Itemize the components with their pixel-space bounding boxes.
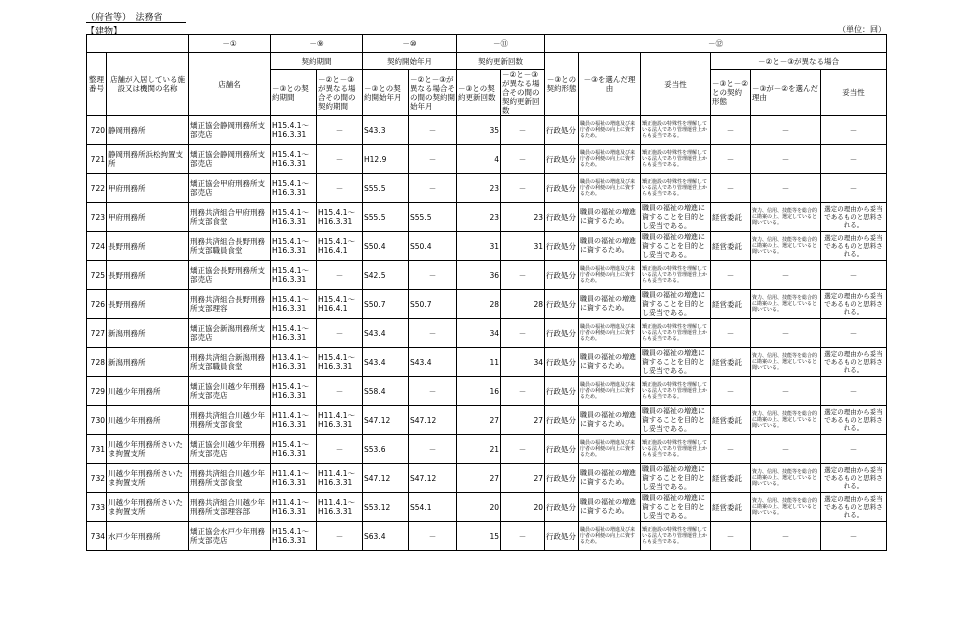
ministry-underline: [86, 22, 186, 23]
cell-renew2: －: [501, 522, 545, 551]
cell-form: 行政処分: [545, 435, 579, 464]
header-c12b: －③を選んだ理由: [579, 53, 641, 116]
cell-period2: －: [317, 145, 363, 174]
cell-start2: S50.4: [409, 232, 457, 261]
unit-label: （単位：回）: [838, 25, 886, 34]
cell-form2: 経営委託: [711, 348, 751, 377]
cell-reason: 職員の福祉の増進及び来庁者の利便の向上に資するため。: [579, 435, 641, 464]
table-row: [87, 319, 887, 348]
cell-facility: 川越少年刑務所: [107, 406, 189, 435]
cell-period: H13.4.1～H16.3.31: [271, 348, 317, 377]
cell-renew2: 28: [501, 290, 545, 319]
header-c9b: －②と－③が異なる場合その間の契約期間: [317, 70, 363, 116]
category-label: 【建物】: [86, 27, 123, 37]
cell-form: 行政処分: [545, 522, 579, 551]
cell-period: H15.4.1～H16.3.31: [271, 174, 317, 203]
table-row: [87, 116, 887, 145]
cell-no: 728: [87, 348, 107, 377]
cell-no: 730: [87, 406, 107, 435]
cell-valid2: 選定の理由から妥当であるものと思料される。: [821, 493, 887, 522]
cell-reason: 職員の福祉の増進及び来庁者の利便の向上に資するため。: [579, 116, 641, 145]
cell-start: S43.3: [363, 116, 409, 145]
cell-valid: 矯正施設の特殊性を理解している法人であり管理運営上からも妥当である。: [641, 319, 711, 348]
header-row-sections: [87, 53, 887, 70]
cell-start: S53.6: [363, 435, 409, 464]
cell-form2: 経営委託: [711, 464, 751, 493]
cell-form2: 経営委託: [711, 290, 751, 319]
cell-form2: 経営委託: [711, 406, 751, 435]
header-row-groups: [87, 35, 887, 53]
cell-renew2: －: [501, 435, 545, 464]
cell-renew: 27: [457, 464, 501, 493]
cell-facility: 川越少年刑務所さいたま拘置支所: [107, 493, 189, 522]
cell-form2: 経営委託: [711, 232, 751, 261]
cell-facility: 水戸少年刑務所: [107, 522, 189, 551]
cell-valid2: 選定の理由から妥当であるものと思料される。: [821, 290, 887, 319]
cell-valid: 職員の福祉の増進に資することを目的とし妥当である。: [641, 348, 711, 377]
cell-form2: －: [711, 435, 751, 464]
header-group-12: －⑫: [545, 35, 887, 53]
cell-start2: S55.5: [409, 203, 457, 232]
cell-store: 矯正協会甲府刑務所支部売店: [189, 174, 271, 203]
cell-start2: S50.7: [409, 290, 457, 319]
cell-reason2: －: [751, 174, 821, 203]
header-diff: －②と－③が異なる場合: [711, 53, 887, 70]
cell-start: S50.7: [363, 290, 409, 319]
cell-start: S53.12: [363, 493, 409, 522]
header-contract-start: 契約開始年月: [363, 53, 457, 70]
cell-start2: S54.1: [409, 493, 457, 522]
cell-facility: 甲府刑務所: [107, 203, 189, 232]
cell-start2: S47.12: [409, 406, 457, 435]
cell-form: 行政処分: [545, 290, 579, 319]
cell-renew: 27: [457, 406, 501, 435]
header-c12e: －③が－②を選んだ理由: [751, 70, 821, 116]
cell-store: 矯正協会水戸少年刑務所支部売店: [189, 522, 271, 551]
cell-reason: 職員の福祉の増進及び来庁者の利便の向上に資するため。: [579, 522, 641, 551]
table-row: [87, 435, 887, 464]
cell-period2: －: [317, 377, 363, 406]
table-row: [87, 203, 887, 232]
cell-form: 行政処分: [545, 464, 579, 493]
cell-renew: 16: [457, 377, 501, 406]
cell-valid: 矯正施設の特殊性を理解している法人であり管理運営上からも妥当である。: [641, 435, 711, 464]
cell-store: 矯正協会新潟刑務所支部売店: [189, 319, 271, 348]
cell-store: 矯正協会長野刑務所支部売店: [189, 261, 271, 290]
table-row: [87, 493, 887, 522]
cell-form2: 経営委託: [711, 203, 751, 232]
cell-valid2: －: [821, 145, 887, 174]
cell-reason2: －: [751, 261, 821, 290]
cell-start: S47.12: [363, 464, 409, 493]
cell-renew2: －: [501, 174, 545, 203]
header-c10a: －③との契約開始年月: [363, 70, 409, 116]
table-row: [87, 406, 887, 435]
header-blank: [87, 35, 189, 53]
cell-valid2: －: [821, 319, 887, 348]
cell-form: 行政処分: [545, 203, 579, 232]
cell-facility: 川越少年刑務所さいたま拘置支所: [107, 464, 189, 493]
cell-start2: －: [409, 435, 457, 464]
cell-valid2: 選定の理由から妥当であるものと思料される。: [821, 406, 887, 435]
cell-period: H11.4.1～H16.3.31: [271, 464, 317, 493]
cell-form: 行政処分: [545, 406, 579, 435]
cell-no: 729: [87, 377, 107, 406]
cell-facility: 新潟刑務所: [107, 348, 189, 377]
cell-store: 矯正協会川越少年刑務所支部売店: [189, 377, 271, 406]
cell-start2: －: [409, 319, 457, 348]
cell-valid2: 選定の理由から妥当であるものと思料される。: [821, 348, 887, 377]
cell-store: 矯正協会川越少年刑務所支部売店: [189, 435, 271, 464]
cell-reason: 職員の福祉の増進に資するため。: [579, 203, 641, 232]
cell-form2: －: [711, 522, 751, 551]
cell-no: 726: [87, 290, 107, 319]
cell-form: 行政処分: [545, 377, 579, 406]
cell-start: S43.4: [363, 348, 409, 377]
table-body: [87, 116, 887, 551]
cell-renew2: 20: [501, 493, 545, 522]
cell-form: 行政処分: [545, 493, 579, 522]
cell-start2: －: [409, 174, 457, 203]
cell-start: S55.5: [363, 174, 409, 203]
cell-store: 刑務共済組合川越少年刑務所支部食堂: [189, 464, 271, 493]
cell-renew: 15: [457, 522, 501, 551]
cell-form: 行政処分: [545, 261, 579, 290]
header-group-1: －①: [189, 35, 271, 53]
cell-start2: S47.12: [409, 464, 457, 493]
cell-form: 行政処分: [545, 232, 579, 261]
cell-renew: 20: [457, 493, 501, 522]
cell-facility: 長野刑務所: [107, 261, 189, 290]
header-c12c: 妥当性: [641, 53, 711, 116]
cell-form2: －: [711, 261, 751, 290]
cell-period2: H11.4.1～H16.3.31: [317, 493, 363, 522]
table-row: [87, 464, 887, 493]
header-group-11: －⑪: [457, 35, 545, 53]
cell-start: S55.5: [363, 203, 409, 232]
cell-renew: 35: [457, 116, 501, 145]
cell-start: S47.12: [363, 406, 409, 435]
cell-renew2: 27: [501, 464, 545, 493]
cell-start: S58.4: [363, 377, 409, 406]
cell-period2: H11.4.1～H16.3.31: [317, 464, 363, 493]
cell-reason: 職員の福祉の増進に資するため。: [579, 348, 641, 377]
cell-form: 行政処分: [545, 319, 579, 348]
cell-reason2: 資力、信用、技能等を総合的に勘案の上、選定していると聞いている。: [751, 493, 821, 522]
header-store-name: 店舗名: [189, 53, 271, 116]
cell-store: 刑務共済組合新潟刑務所支部職員食堂: [189, 348, 271, 377]
table-row: [87, 232, 887, 261]
cell-valid2: －: [821, 522, 887, 551]
cell-no: 721: [87, 145, 107, 174]
cell-renew2: －: [501, 377, 545, 406]
cell-period2: －: [317, 116, 363, 145]
header-c11a: －③との契約更新回数: [457, 70, 501, 116]
cell-reason: 職員の福祉の増進及び来庁者の利便の向上に資するため。: [579, 261, 641, 290]
header-c11b: －②と－③が異なる場合その間の契約更新回数: [501, 70, 545, 116]
cell-start2: －: [409, 261, 457, 290]
cell-start2: －: [409, 377, 457, 406]
cell-start2: －: [409, 145, 457, 174]
table-row: [87, 174, 887, 203]
cell-start: S50.4: [363, 232, 409, 261]
cell-form: 行政処分: [545, 348, 579, 377]
cell-reason: 職員の福祉の増進に資するため。: [579, 290, 641, 319]
cell-period: H15.4.1～H16.3.31: [271, 377, 317, 406]
cell-valid2: 選定の理由から妥当であるものと思料される。: [821, 464, 887, 493]
cell-reason2: －: [751, 145, 821, 174]
cell-reason2: －: [751, 116, 821, 145]
cell-period: H15.4.1～H16.3.31: [271, 261, 317, 290]
cell-no: 727: [87, 319, 107, 348]
cell-renew2: －: [501, 145, 545, 174]
cell-renew2: 31: [501, 232, 545, 261]
cell-period: H15.4.1～H16.3.31: [271, 435, 317, 464]
table-row: [87, 377, 887, 406]
cell-form2: －: [711, 116, 751, 145]
header-facility: 店舗が入居している施設又は機関の名称: [107, 53, 189, 116]
cell-start: S43.4: [363, 319, 409, 348]
cell-no: 720: [87, 116, 107, 145]
cell-renew2: －: [501, 319, 545, 348]
cell-store: 刑務共済組合長野刑務所支部理容: [189, 290, 271, 319]
cell-start: H12.9: [363, 145, 409, 174]
cell-valid2: －: [821, 261, 887, 290]
cell-period: H15.4.1～H16.3.31: [271, 145, 317, 174]
table-row: [87, 290, 887, 319]
cell-period2: －: [317, 522, 363, 551]
cell-renew: 36: [457, 261, 501, 290]
cell-period2: －: [317, 261, 363, 290]
cell-reason2: 資力、信用、技能等を総合的に勘案の上、選定していると聞いている。: [751, 348, 821, 377]
cell-valid: 職員の福祉の増進に資することを目的とし妥当である。: [641, 232, 711, 261]
header-c12d: －③と－②との契約形態: [711, 70, 751, 116]
cell-valid2: －: [821, 377, 887, 406]
cell-renew: 11: [457, 348, 501, 377]
cell-no: 725: [87, 261, 107, 290]
cell-valid: 矯正施設の特殊性を理解している法人であり管理運営上からも妥当である。: [641, 145, 711, 174]
table-row: [87, 261, 887, 290]
header-c12a: －③との契約形態: [545, 53, 579, 116]
cell-period: H15.4.1～H16.3.31: [271, 319, 317, 348]
cell-period: H15.4.1～H16.3.31: [271, 522, 317, 551]
cell-form2: －: [711, 377, 751, 406]
cell-reason2: 資力、信用、技能等を総合的に勘案の上、選定していると聞いている。: [751, 406, 821, 435]
cell-reason2: －: [751, 377, 821, 406]
table-row: [87, 145, 887, 174]
cell-no: 732: [87, 464, 107, 493]
table-row: [87, 348, 887, 377]
cell-period: H15.4.1～H16.3.31: [271, 290, 317, 319]
cell-period: H11.4.1～H16.3.31: [271, 493, 317, 522]
cell-facility: 静岡刑務所浜松拘置支所: [107, 145, 189, 174]
cell-period: H15.4.1～H16.3.31: [271, 203, 317, 232]
header-no: 整理番号: [87, 53, 107, 116]
cell-renew: 21: [457, 435, 501, 464]
cell-start: S63.4: [363, 522, 409, 551]
cell-valid2: －: [821, 174, 887, 203]
cell-reason2: －: [751, 522, 821, 551]
cell-valid: 矯正施設の特殊性を理解している法人であり管理運営上からも妥当である。: [641, 522, 711, 551]
cell-no: 731: [87, 435, 107, 464]
cell-no: 733: [87, 493, 107, 522]
cell-period: H15.4.1～H16.3.31: [271, 232, 317, 261]
cell-form: 行政処分: [545, 116, 579, 145]
cell-renew: 34: [457, 319, 501, 348]
cell-reason: 職員の福祉の増進に資するため。: [579, 464, 641, 493]
cell-reason: 職員の福祉の増進及び来庁者の利便の向上に資するため。: [579, 145, 641, 174]
cell-facility: 静岡刑務所: [107, 116, 189, 145]
cell-start2: S43.4: [409, 348, 457, 377]
cell-facility: 川越少年刑務所: [107, 377, 189, 406]
cell-valid: 矯正施設の特殊性を理解している法人であり管理運営上からも妥当である。: [641, 174, 711, 203]
cell-period2: H15.4.1～H16.4.1: [317, 232, 363, 261]
header-group-10: －⑩: [363, 35, 457, 53]
cell-valid: 矯正施設の特殊性を理解している法人であり管理運営上からも妥当である。: [641, 261, 711, 290]
cell-valid: 職員の福祉の増進に資することを目的とし妥当である。: [641, 464, 711, 493]
cell-facility: 川越少年刑務所さいたま拘置支所: [107, 435, 189, 464]
cell-reason2: 資力、信用、技能等を総合的に勘案の上、選定していると聞いている。: [751, 232, 821, 261]
header-contract-period: 契約期間: [271, 53, 363, 70]
cell-renew: 28: [457, 290, 501, 319]
cell-period: H15.4.1～H16.3.31: [271, 116, 317, 145]
cell-period2: H15.4.1～H16.3.31: [317, 348, 363, 377]
cell-reason: 職員の福祉の増進に資するため。: [579, 232, 641, 261]
cell-form2: －: [711, 319, 751, 348]
cell-reason: 職員の福祉の増進に資するため。: [579, 406, 641, 435]
cell-no: 734: [87, 522, 107, 551]
cell-valid2: －: [821, 116, 887, 145]
cell-valid: 職員の福祉の増進に資することを目的とし妥当である。: [641, 290, 711, 319]
cell-reason2: 資力、信用、技能等を総合的に勘案の上、選定していると聞いている。: [751, 290, 821, 319]
cell-reason2: －: [751, 319, 821, 348]
cell-reason: 職員の福祉の増進及び来庁者の利便の向上に資するため。: [579, 319, 641, 348]
cell-renew: 23: [457, 203, 501, 232]
cell-store: 刑務共済組合甲府刑務所支部食堂: [189, 203, 271, 232]
cell-reason: 職員の福祉の増進及び来庁者の利便の向上に資するため。: [579, 174, 641, 203]
cell-period2: －: [317, 319, 363, 348]
cell-store: 刑務共済組合長野刑務所支部職員食堂: [189, 232, 271, 261]
cell-period2: －: [317, 174, 363, 203]
cell-no: 723: [87, 203, 107, 232]
cell-reason2: 資力、信用、技能等を総合的に勘案の上、選定していると聞いている。: [751, 203, 821, 232]
cell-renew2: －: [501, 116, 545, 145]
header-renewal-count: 契約更新回数: [457, 53, 545, 70]
cell-period2: H11.4.1～H16.3.31: [317, 406, 363, 435]
cell-store: 刑務共済組合川越少年刑務所支部理容部: [189, 493, 271, 522]
cell-reason: 職員の福祉の増進及び来庁者の利便の向上に資するため。: [579, 377, 641, 406]
cell-renew: 4: [457, 145, 501, 174]
cell-renew: 23: [457, 174, 501, 203]
cell-valid: 矯正施設の特殊性を理解している法人であり管理運営上からも妥当である。: [641, 377, 711, 406]
cell-valid: 職員の福祉の増進に資することを目的とし妥当である。: [641, 406, 711, 435]
header-c10b: －②と－③が異なる場合その間の契約開始年月: [409, 70, 457, 116]
header-group-9: －⑨: [271, 35, 363, 53]
ministry-label: （府省等） 法務省: [86, 13, 163, 23]
header-c9a: －③との契約期間: [271, 70, 317, 116]
cell-valid2: －: [821, 435, 887, 464]
cell-reason: 職員の福祉の増進に資するため。: [579, 493, 641, 522]
cell-valid: 矯正施設の特殊性を理解している法人であり管理運営上からも妥当である。: [641, 116, 711, 145]
cell-valid: 職員の福祉の増進に資することを目的とし妥当である。: [641, 493, 711, 522]
cell-facility: 甲府刑務所: [107, 174, 189, 203]
cell-valid2: 選定の理由から妥当であるものと思料される。: [821, 232, 887, 261]
cell-start2: －: [409, 116, 457, 145]
cell-start2: －: [409, 522, 457, 551]
cell-valid2: 選定の理由から妥当であるものと思料される。: [821, 203, 887, 232]
cell-form2: 経営委託: [711, 493, 751, 522]
cell-facility: 長野刑務所: [107, 290, 189, 319]
cell-no: 722: [87, 174, 107, 203]
cell-store: 刑務共済組合川越少年刑務所支部食堂: [189, 406, 271, 435]
contract-table: [86, 34, 887, 551]
header-c12f: 妥当性: [821, 70, 887, 116]
cell-facility: 長野刑務所: [107, 232, 189, 261]
cell-renew2: －: [501, 261, 545, 290]
cell-form: 行政処分: [545, 145, 579, 174]
cell-form2: －: [711, 174, 751, 203]
cell-period2: H15.4.1～H16.4.1: [317, 290, 363, 319]
cell-facility: 新潟刑務所: [107, 319, 189, 348]
cell-renew2: 27: [501, 406, 545, 435]
cell-period2: H15.4.1～H16.3.31: [317, 203, 363, 232]
cell-no: 724: [87, 232, 107, 261]
cell-renew2: 23: [501, 203, 545, 232]
table-row: [87, 522, 887, 551]
cell-renew2: 34: [501, 348, 545, 377]
cell-renew: 31: [457, 232, 501, 261]
cell-form: 行政処分: [545, 174, 579, 203]
cell-store: 矯正協会静岡刑務所支部売店: [189, 145, 271, 174]
cell-period2: －: [317, 435, 363, 464]
cell-period: H11.4.1～H16.3.31: [271, 406, 317, 435]
cell-start: S42.5: [363, 261, 409, 290]
cell-reason2: 資力、信用、技能等を総合的に勘案の上、選定していると聞いている。: [751, 464, 821, 493]
cell-form2: －: [711, 145, 751, 174]
cell-valid: 職員の福祉の増進に資することを目的とし妥当である。: [641, 203, 711, 232]
cell-reason2: －: [751, 435, 821, 464]
cell-store: 矯正協会静岡刑務所支部売店: [189, 116, 271, 145]
